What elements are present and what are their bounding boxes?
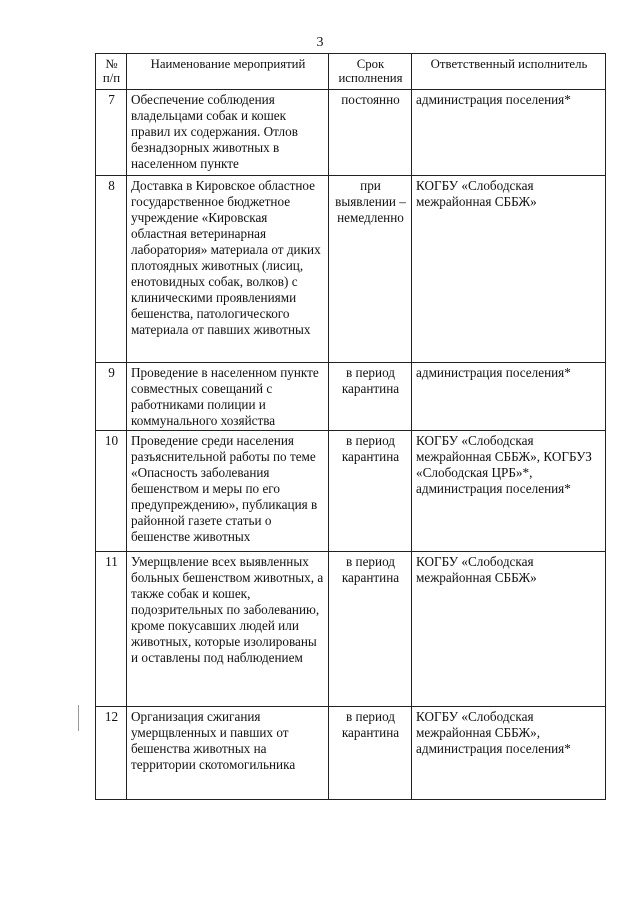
row-responsible: администрация поселения* (412, 363, 606, 431)
row-term: в период карантина (329, 363, 412, 431)
row-num: 10 (96, 431, 127, 552)
row-term: в период карантина (329, 552, 412, 707)
table-row (96, 363, 606, 431)
row-name: Обеспечение соблюдения владельцами собак и кошек правил их содержания. Отлов безнадзорных животных в населенном пункте (127, 90, 329, 176)
row-responsible: администрация поселения* (412, 90, 606, 176)
row-responsible: КОГБУ «Слободская межрайонная СББЖ» (412, 552, 606, 707)
row-term: в период карантина (329, 707, 412, 800)
header-term: Срок исполнения (329, 54, 412, 90)
header-responsible: Ответственный исполнитель (412, 54, 606, 90)
table-row (96, 707, 606, 800)
row-num: 8 (96, 176, 127, 363)
measures-table (95, 53, 606, 800)
row-responsible: КОГБУ «Слободская межрайонная СББЖ», КОГБУЗ «Слободская ЦРБ»*, администрация поселения* (412, 431, 606, 552)
row-term: в период карантина (329, 431, 412, 552)
header-num: № п/п (96, 54, 127, 90)
header-name: Наименование мероприятий (127, 54, 329, 90)
row-name: Проведение в населенном пункте совместных совещаний с работниками полиции и коммунального хозяйства (127, 363, 329, 431)
table-row (96, 90, 606, 176)
row-name: Проведение среди населения разъяснительной работы по теме «Опасность заболевания бешенством и меры по его предупреждению», публикация в районной газете статьи о бешенстве животных (127, 431, 329, 552)
page-number: 3 (316, 35, 324, 50)
row-responsible: КОГБУ «Слободская межрайонная СББЖ», администрация поселения* (412, 707, 606, 800)
row-num: 7 (96, 90, 127, 176)
row-name: Организация сжигания умерщвленных и павших от бешенства животных на территории скотомогильника (127, 707, 329, 800)
scan-artifact-mark (78, 705, 79, 731)
table-row (96, 552, 606, 707)
row-term: постоянно (329, 90, 412, 176)
table-header-row (96, 54, 606, 90)
table-row (96, 431, 606, 552)
row-num: 11 (96, 552, 127, 707)
row-term: при выявлении – немедленно (329, 176, 412, 363)
table-row (96, 176, 606, 363)
row-num: 9 (96, 363, 127, 431)
row-num: 12 (96, 707, 127, 800)
row-name: Умерщвление всех выявленных больных бешенством животных, а также собак и кошек, подозрительных по заболеванию, кроме покусавших людей или животных, которые изолированы и оставлены под наблюдением (127, 552, 329, 707)
row-name: Доставка в Кировское областное государственное бюджетное учреждение «Кировская областная ветеринарная лаборатория» материала от диких плотоядных животных (лисиц, енотовидных собак, волков) с клиническими проявлениями бешенства, патологического материала от павших животных (127, 176, 329, 363)
row-responsible: КОГБУ «Слободская межрайонная СББЖ» (412, 176, 606, 363)
